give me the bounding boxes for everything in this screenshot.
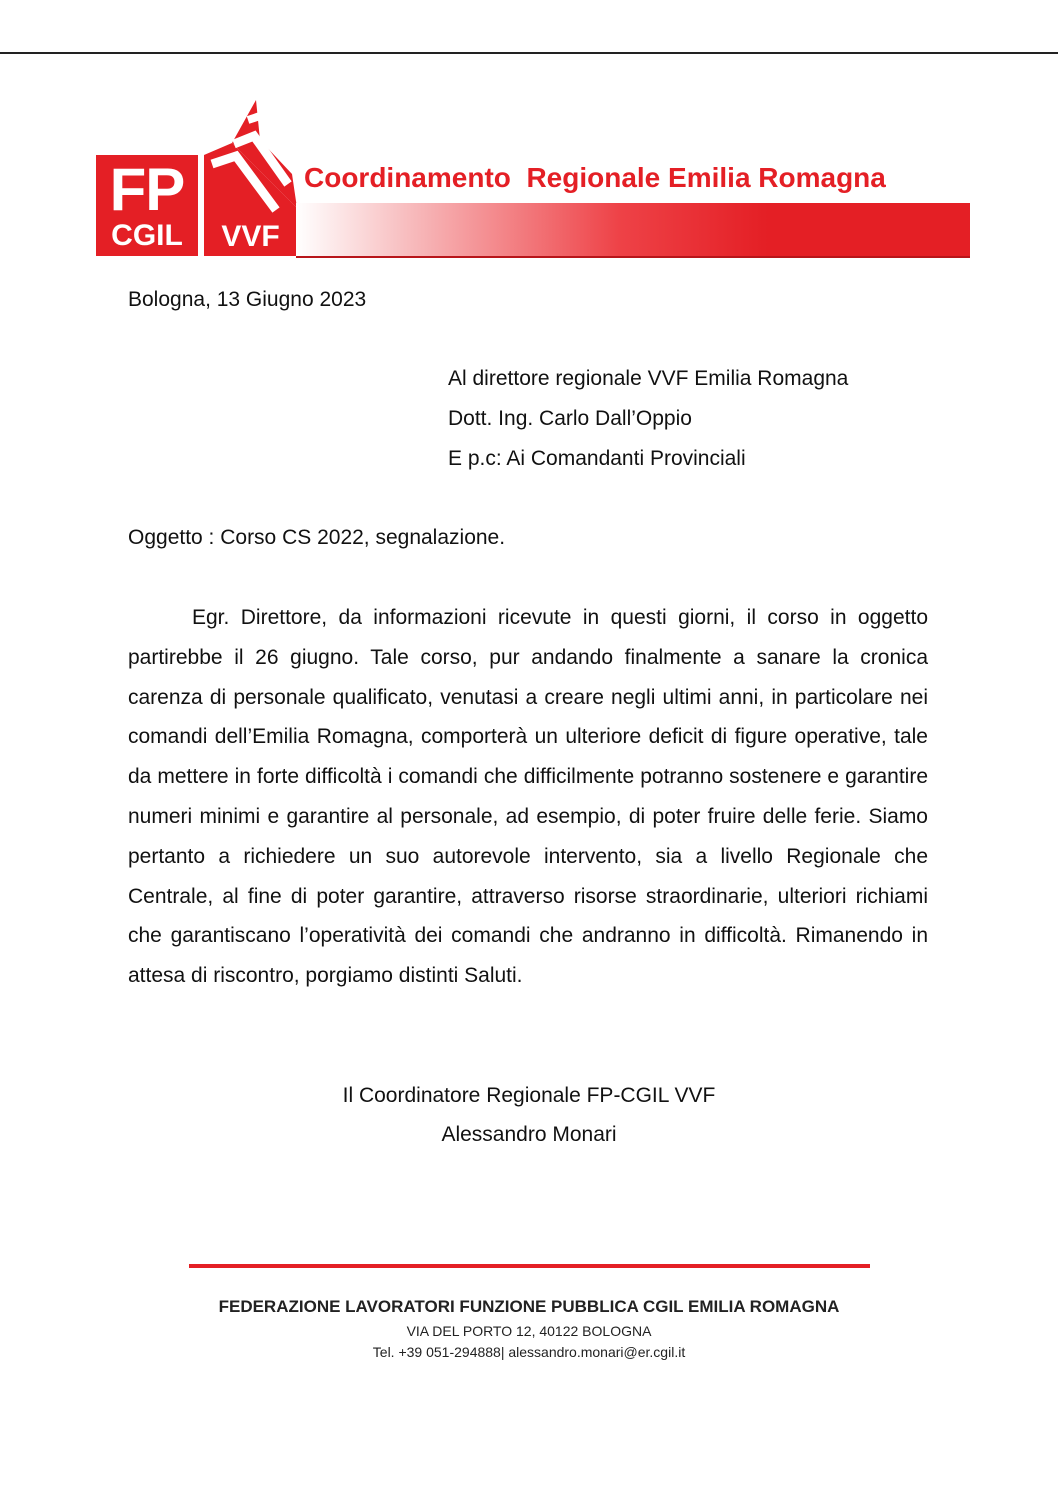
signature-name: Alessandro Monari (441, 1123, 617, 1146)
top-rule (0, 52, 1058, 54)
letter-body: Egr. Direttore, da informazioni ricevute in questi giorni, il corso in oggetto partirebbe il 26 giugno. Tale corso, pur andando finalmente a sanare la cronica carenza di personale qualificato, venutasi a creare negli ultimi anni, in particolare nei comandi dell’Emilia Romagna, comporterà un ulteriore deficit di figure operative, tale da mettere in forte difficoltà i comandi che difficilmente potranno sostenere e garantire numeri minimi e garantire al personale, ad esempio, di poter fruire delle ferie. Siamo pertanto a richiedere un suo autorevole intervento, sia a livello Regionale che Centrale, al fine di poter garantire, attraverso risorse straordinarie, ulteriori richiami che garantiscano l’operatività dei comandi che andranno in difficoltà. Rimanendo in attesa di riscontro, porgiamo distinti Saluti. (128, 606, 928, 988)
logo-fp-text: FP (109, 156, 185, 223)
header-title: Coordinamento Regionale Emilia Romagna (304, 162, 886, 193)
footer-rule (189, 1264, 870, 1268)
recipient-line: Al direttore regionale VVF Emilia Romagna (448, 367, 849, 390)
recipient-line: E p.c: Ai Comandanti Provinciali (448, 447, 746, 470)
footer-contact: Tel. +39 051-294888| alessandro.monari@er.cgil.it (372, 1344, 686, 1360)
signature-role: Il Coordinatore Regionale FP-CGIL VVF (342, 1084, 716, 1107)
letter-date: Bologna, 13 Giugno 2023 (128, 288, 367, 311)
logo-cgil-text: CGIL (111, 219, 183, 252)
footer-organization: FEDERAZIONE LAVORATORI FUNZIONE PUBBLICA CGIL EMILIA ROMAGNA (218, 1297, 840, 1316)
fp-cgil-logo (96, 155, 198, 256)
logo-vvf-text: VVF (221, 220, 280, 253)
header-gradient-band (296, 203, 970, 258)
footer-address: VIA DEL PORTO 12, 40122 BOLOGNA (406, 1323, 652, 1339)
recipient-line: Dott. Ing. Carlo Dall’Oppio (448, 407, 692, 430)
letter-subject: Oggetto : Corso CS 2022, segnalazione. (128, 526, 506, 549)
vvf-flame-logo (204, 98, 297, 256)
